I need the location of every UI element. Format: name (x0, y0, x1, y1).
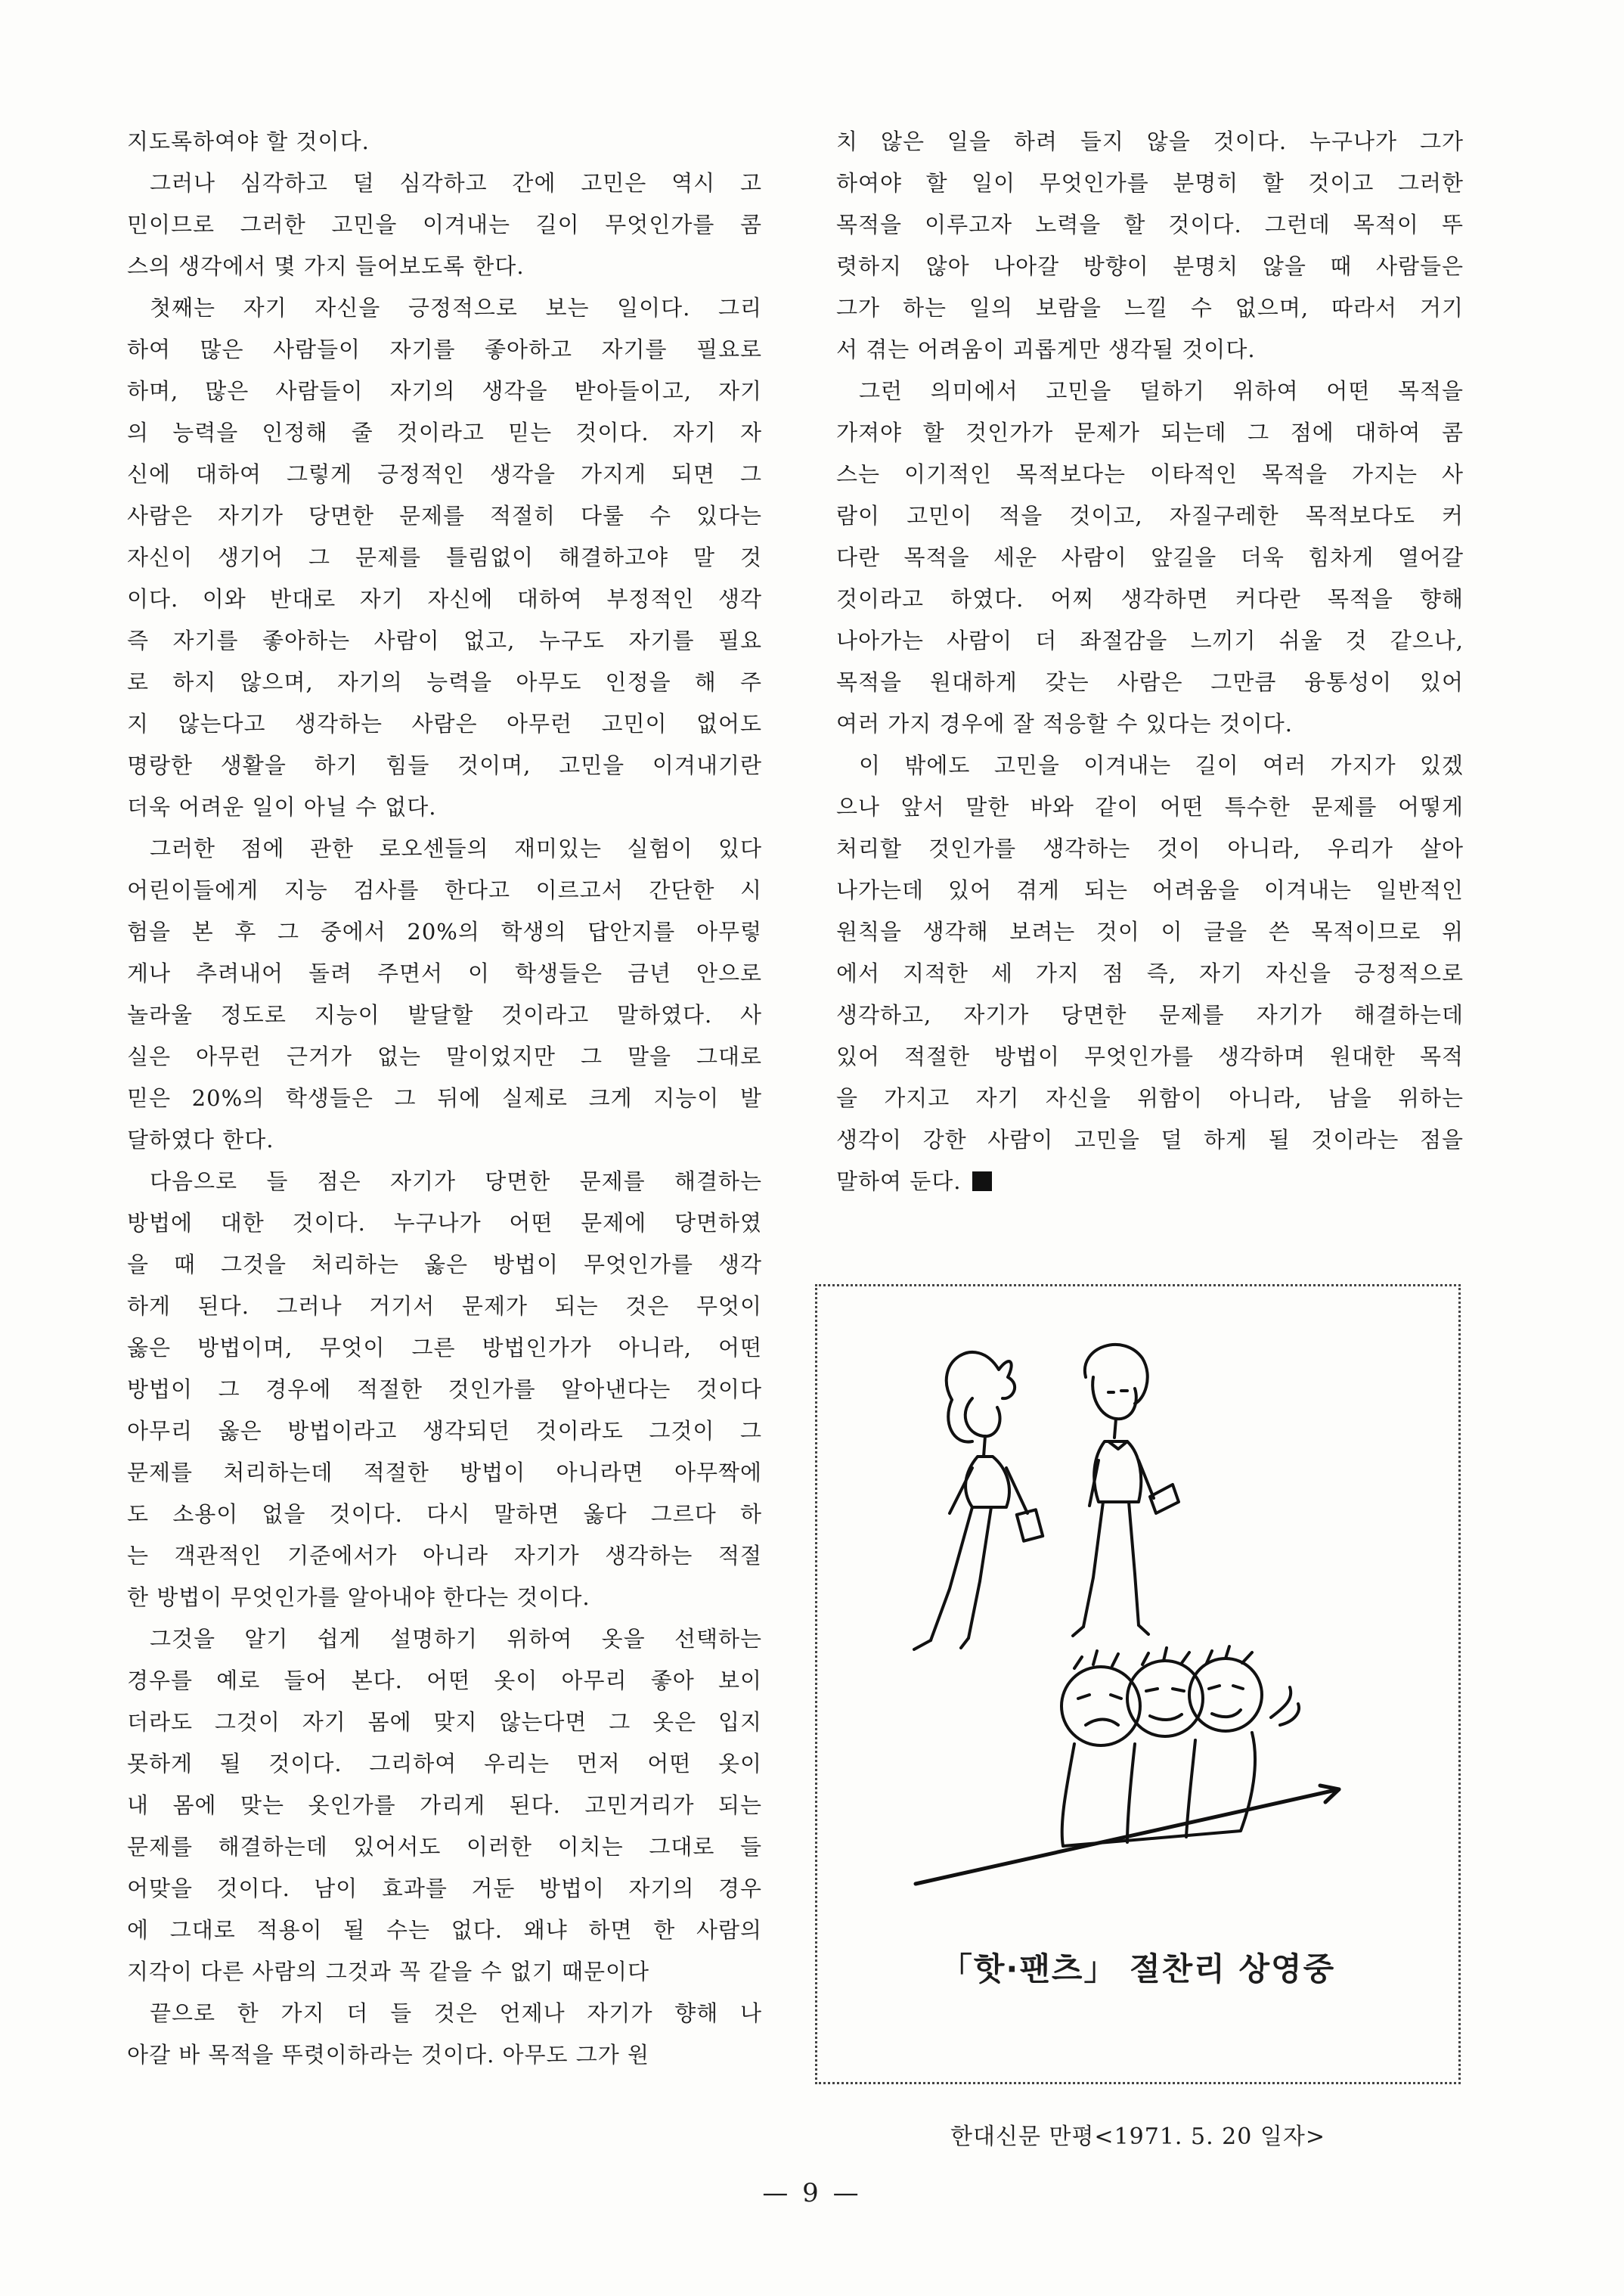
paragraph (127, 287, 762, 828)
text-line: 하게 된다. 그러나 거기서 문제가 되는 것은 무엇이 (127, 1293, 762, 1319)
text-line: 그것을 알기 쉽게 설명하기 위하여 옷을 선택하는 (150, 1626, 762, 1652)
left-column (127, 121, 762, 2076)
text-line: 에 그대로 적용이 될 수는 없다. 왜냐 하면 한 사람의 (127, 1917, 762, 1943)
text-line: 게나 추려내어 돌려 주면서 이 학생들은 금년 안으로 (127, 960, 762, 986)
text-line: 그러한 점에 관한 로오센들의 재미있는 실험이 있다 (150, 836, 762, 861)
text-line: 한 방법이 무엇인가를 알아내야 한다는 것이다. (127, 1584, 590, 1610)
paragraph (127, 828, 762, 1161)
woman-right-figure (1073, 1345, 1179, 1636)
text-line: 자신이 생기어 그 문제를 틀림없이 해결하고야 말 것 (127, 545, 762, 570)
text-line: 사람은 자기가 당면한 문제를 적절히 다룰 수 있다는 (127, 503, 762, 529)
text-line: 경우를 예로 들어 본다. 어떤 옷이 아무리 좋아 보이 (127, 1668, 762, 1693)
text-line: 내 몸에 맞는 옷인가를 가리게 된다. 고민거리가 되는 (127, 1792, 762, 1818)
text-line: 을 때 그것을 처리하는 옳은 방법이 무엇인가를 생각 (127, 1252, 762, 1277)
text-line: 지각이 다른 사람의 그것과 꼭 같을 수 없기 때문이다 (127, 1959, 650, 1984)
text-line: 서 겪는 어려움이 괴롭게만 생각될 것이다. (836, 337, 1256, 362)
text-line: 문제를 처리하는데 적절한 방법이 아니라면 아무짝에 (127, 1460, 762, 1485)
text-line: 신에 대하여 그렇게 긍정적인 생각을 가지게 되면 그 (127, 461, 762, 487)
text-line: 있어 적절한 방법이 무엇인가를 생각하며 원대한 목적 (836, 1044, 1464, 1069)
text-line: 첫째는 자기 자신을 긍정적으로 보는 일이다. 그리 (150, 295, 762, 321)
text-line: 것이라고 하였다. 어찌 생각하면 커다란 목적을 향해 (836, 586, 1464, 612)
text-line: 지 않는다고 생각하는 사람은 아무런 고민이 없어도 (127, 711, 762, 737)
text-line: 지도록하여야 할 것이다. (127, 129, 370, 154)
text-line: 방법에 대한 것이다. 누구나가 어떤 문제에 당면하였 (127, 1210, 762, 1236)
text-line: 하며, 많은 사람들이 자기의 생각을 받아들이고, 자기 (127, 378, 762, 404)
text-line: 여러 가지 경우에 잘 적응할 수 있다는 것이다. (836, 711, 1293, 737)
paragraph (127, 163, 762, 287)
ground-arrow-line (916, 1789, 1339, 1884)
text-line: 에서 지적한 세 가지 점 즉, 자기 자신을 긍정적으로 (836, 960, 1464, 986)
text-line: 더라도 그것이 자기 몸에 맞지 않는다면 그 옷은 입지 (127, 1709, 762, 1735)
text-line: 아무리 옳은 방법이라고 생각되던 것이라도 그것이 그 (127, 1418, 762, 1444)
text-line: 치 않은 일을 하려 들지 않을 것이다. 누구나가 그가 (836, 129, 1464, 154)
text-line: 목적을 원대하게 갖는 사람은 그만큼 융통성이 있어 (836, 669, 1464, 695)
cartoon-caption: 「핫·팬츠」 절찬리 상영중 (940, 1950, 1336, 1987)
text-line: 옳은 방법이며, 무엇이 그른 방법인가가 아니라, 어떤 (127, 1335, 762, 1361)
text-line: 생각이 강한 사람이 고민을 덜 하게 될 것이라는 점을 (836, 1127, 1464, 1153)
text-line: 명랑한 생활을 하기 힘들 것이며, 고민을 이겨내기란 (127, 752, 762, 778)
text-line: 믿은 20%의 학생들은 그 뒤에 실제로 크게 지능이 발 (127, 1085, 762, 1111)
text-line: 못하게 될 것이다. 그리하여 우리는 먼저 어떤 옷이 (127, 1751, 762, 1776)
woman-left-figure (914, 1352, 1043, 1649)
text-line: 문제를 해결하는데 있어서도 이러한 이치는 그대로 들 (127, 1834, 762, 1860)
text-line: 나아가는 사람이 더 좌절감을 느끼기 쉬울 것 같으나, (836, 628, 1464, 653)
text-line: 실은 아무런 근거가 없는 말이었지만 그 말을 그대로 (127, 1044, 762, 1069)
text-line: 민이므로 그러한 고민을 이겨내는 길이 무엇인가를 콤 (127, 212, 762, 237)
text-line: 방법이 그 경우에 적절한 것인가를 알아낸다는 것이다 (127, 1376, 762, 1402)
text-line: 처리할 것인가를 생각하는 것이 아니라, 우리가 살아 (836, 836, 1464, 861)
text-line: 으나 앞서 말한 바와 같이 어떤 특수한 문제를 어떻게 (836, 794, 1464, 820)
paragraph (836, 371, 1464, 745)
paragraph (127, 1618, 762, 1993)
text-line: 나가는데 있어 겪게 되는 어려움을 이겨내는 일반적인 (836, 877, 1464, 903)
text-line: 놀라울 정도로 지능이 발달할 것이라고 말하였다. 사 (127, 1002, 762, 1028)
text-line: 그런 의미에서 고민을 덜하기 위하여 어떤 목적을 (859, 378, 1464, 404)
text-line: 아갈 바 목적을 뚜렷이하라는 것이다. 아무도 그가 원 (127, 2042, 650, 2068)
text-line: 가져야 할 것인가가 문제가 되는데 그 점에 대하여 콤 (836, 420, 1464, 445)
text-line: 스는 이기적인 목적보다는 이타적인 목적을 가지는 사 (836, 461, 1464, 487)
paragraph (836, 745, 1464, 1202)
text-line: 즉 자기를 좋아하는 사람이 없고, 누구도 자기를 필요 (127, 628, 762, 653)
text-line: 는 객관적인 기준에서가 아니라 자기가 생각하는 적절 (127, 1543, 762, 1568)
text-line: 스의 생각에서 몇 가지 들어보도록 한다. (127, 253, 525, 279)
text-line: 원칙을 생각해 보려는 것이 이 글을 쓴 목적이므로 위 (836, 919, 1464, 945)
text-line: 달하였다 한다. (127, 1127, 274, 1153)
paragraph (127, 1993, 762, 2076)
text-line: 그러나 심각하고 덜 심각하고 간에 고민은 역시 고 (150, 170, 762, 196)
text-line: 끝으로 한 가지 더 들 것은 언제나 자기가 향해 나 (150, 2000, 762, 2026)
text-line: 험을 본 후 그 중에서 20%의 학생의 답안지를 아무렇 (127, 919, 762, 945)
paragraph (127, 121, 762, 163)
text-line: 이다. 이와 반대로 자기 자신에 대하여 부정적인 생각 (127, 586, 762, 612)
cartoon-frame (815, 1284, 1461, 2084)
text-line: 람이 고민이 적을 것이고, 자질구레한 목적보다도 커 (836, 503, 1464, 529)
end-mark-icon (972, 1171, 992, 1191)
text-line: 목적을 이루고자 노력을 할 것이다. 그런데 목적이 뚜 (836, 212, 1464, 237)
cartoon-source: 한대신문 만평<1971. 5. 20 일자> (950, 2124, 1325, 2150)
paragraph (127, 1161, 762, 1618)
text-line: 다음으로 들 점은 자기가 당면한 문제를 해결하는 (150, 1168, 762, 1194)
text-line: 렷하지 않아 나아갈 방향이 분명치 않을 때 사람들은 (836, 253, 1464, 279)
text-line: 다란 목적을 세운 사람이 앞길을 더욱 힘차게 열어갈 (836, 545, 1464, 570)
text-line: 이 밖에도 고민을 이겨내는 길이 여러 가지가 있겠 (859, 752, 1464, 778)
right-column (836, 121, 1464, 1202)
text-line: 더욱 어려운 일이 아닐 수 없다. (127, 794, 437, 820)
paragraph (836, 121, 1464, 371)
text-line: 도 소용이 없을 것이다. 다시 말하면 옳다 그르다 하 (127, 1501, 762, 1527)
text-line: 하여야 할 일이 무엇인가를 분명히 할 것이고 그러한 (836, 170, 1464, 196)
text-line: 생각하고, 자기가 당면한 문제를 자기가 해결하는데 (836, 1002, 1464, 1028)
page-number: — 9 — (762, 2178, 862, 2208)
text-line: 어맞을 것이다. 남이 효과를 거둔 방법이 자기의 경우 (127, 1876, 762, 1901)
text-line: 말하여 둔다. (836, 1161, 1464, 1202)
text-line: 의 능력을 인정해 줄 것이라고 믿는 것이다. 자기 자 (127, 420, 762, 445)
text-line: 을 가지고 자기 자신을 위함이 아니라, 남을 위하는 (836, 1085, 1464, 1111)
text-line: 하여 많은 사람들이 자기를 좋아하고 자기를 필요로 (127, 337, 762, 362)
three-men-figures (1061, 1646, 1299, 1846)
text-line: 어린이들에게 지능 검사를 한다고 이르고서 간단한 시 (127, 877, 762, 903)
text-line: 그가 하는 일의 보람을 느낄 수 없으며, 따라서 거기 (836, 295, 1464, 321)
text-line: 로 하지 않으며, 자기의 능력을 아무도 인정을 해 주 (127, 669, 762, 695)
